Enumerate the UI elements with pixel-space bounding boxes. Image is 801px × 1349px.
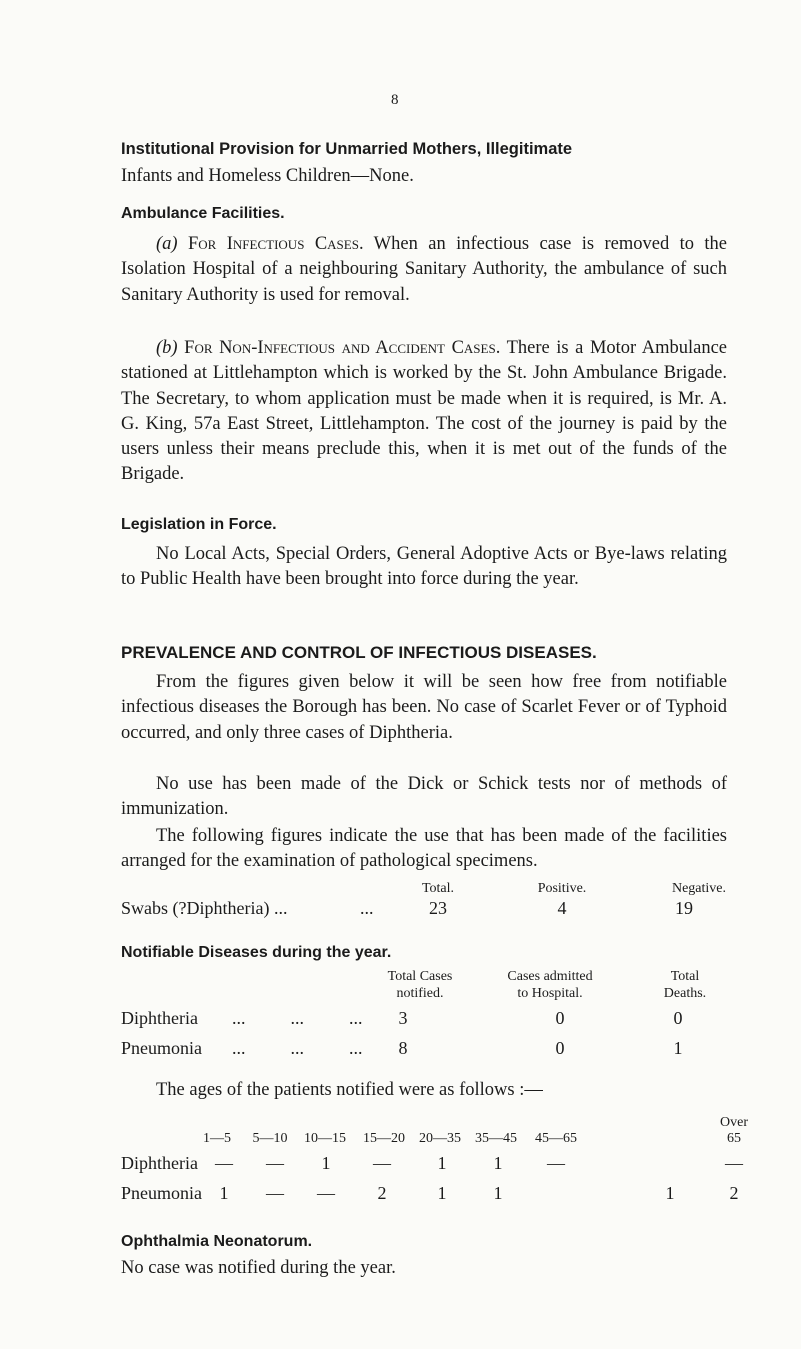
ages-value: 1 (493, 1183, 503, 1203)
notifiable-disease: Pneumonia (121, 1038, 202, 1058)
ages-value: — (373, 1153, 391, 1173)
ages-value: — (317, 1183, 335, 1203)
notifiable-dots: ... ... ... (232, 1038, 363, 1058)
notifiable-heading: Notifiable Diseases during the year. (121, 944, 392, 961)
ages-value: 1 (493, 1153, 503, 1173)
age-group-header: 10—15 (304, 1131, 346, 1146)
ages-value: 2 (729, 1183, 739, 1203)
swabs-dots: ... (360, 898, 374, 918)
ages-value: — (725, 1153, 743, 1173)
ages-value: 2 (377, 1183, 387, 1203)
ambulance-b-paragraph (121, 336, 727, 488)
ambulance-b-title: For Non-Infectious and Accident Cases. (184, 338, 501, 358)
notifiable-dots: ... ... ... (232, 1008, 363, 1028)
ambulance-a-title: For Infectious Cases. (188, 234, 364, 254)
notifiable-header-deaths-line1: Total (670, 969, 700, 984)
ambulance-b-text: There is a Motor Ambulance stationed at Littlehampton which is worked by the St. John Ambulance Brigade. The Secretary, to whom application must be made when it is required, is Mr. A. G. King, 57a East Street, Littlehampton. The cost of the journey is paid by the users unless their means preclude this, when it is met out of the funds of the Brigade. (121, 338, 728, 485)
ages-value: 1 (437, 1153, 447, 1173)
age-group-header: 20—35 (419, 1131, 461, 1146)
notifiable-header-admitted (480, 968, 620, 1002)
prevalence-p3: The following figures indicate the use that has been made of the facilities arranged for the examination of pathological specimens. (121, 826, 727, 872)
age-group-header: 1—5 (203, 1131, 231, 1146)
ophthalmia-text: No case was notified during the year. (121, 1258, 396, 1278)
notifiable-notified: 3 (398, 1008, 408, 1028)
legislation-heading: Legislation in Force. (121, 516, 277, 533)
notifiable-deaths: 1 (673, 1038, 683, 1058)
notifiable-deaths: 0 (673, 1008, 683, 1028)
notifiable-header-notified (360, 968, 480, 1002)
institutional-text: Infants and Homeless Children—None. (121, 166, 414, 186)
ages-value: — (215, 1153, 233, 1173)
notifiable-notified: 8 (398, 1038, 408, 1058)
swabs-header-total: Total. (421, 881, 455, 896)
notifiable-admitted: 0 (555, 1038, 565, 1058)
ambulance-a-paragraph (121, 232, 727, 308)
legislation-text: No Local Acts, Special Orders, General Adoptive Acts or Bye-laws relating to Public Health have been brought into force during the year. (121, 544, 727, 590)
ages-intro: The ages of the patients notified were as follows :— (156, 1080, 543, 1100)
ages-value: 1 (437, 1183, 447, 1203)
ages-value: 1 (665, 1183, 675, 1203)
ages-over-label: Over (720, 1115, 748, 1130)
swabs-header-positive: Positive. (537, 881, 587, 896)
prevalence-p1: From the figures given below it will be seen how free from notifiable infectious diseases the Borough has been. No case of Scarlet Fever or of Typhoid occurred, and only three cases of Diphtheria. (121, 672, 727, 743)
ages-value: 1 (321, 1153, 331, 1173)
notifiable-header-notified-line1: Total Cases (387, 969, 453, 984)
ages-disease: Pneumonia (121, 1183, 202, 1203)
institutional-heading: Institutional Provision for Unmarried Mothers, Illegitimate (121, 140, 573, 158)
prevalence-heading: PREVALENCE AND CONTROL OF INFECTIOUS DISEASES. (121, 643, 597, 662)
ophthalmia-heading: Ophthalmia Neonatorum. (121, 1233, 313, 1250)
ages-disease: Diphtheria (121, 1153, 198, 1173)
ambulance-a-label: (a) (156, 234, 178, 254)
ambulance-a-text: When an infectious case is removed to the Isolation Hospital of a neighbouring Sanitary Authority, the ambulance of such Sanitary Authority is used for removal. (121, 234, 727, 305)
swabs-header-negative: Negative. (671, 881, 726, 896)
notifiable-admitted: 0 (555, 1008, 565, 1028)
ages-value: — (266, 1183, 284, 1203)
ages-value: — (266, 1153, 284, 1173)
ages-value: — (547, 1153, 565, 1173)
ambulance-b-label: (b) (156, 338, 178, 358)
swabs-positive: 4 (557, 898, 567, 918)
prevalence-p2: No use has been made of the Dick or Schick tests nor of methods of immunization. (121, 774, 727, 820)
ages-value: 1 (219, 1183, 229, 1203)
swabs-negative: 19 (675, 898, 693, 918)
notifiable-header-admitted-line2: to Hospital. (517, 986, 583, 1001)
notifiable-header-notified-line2: notified. (396, 986, 444, 1001)
age-group-header: 5—10 (252, 1131, 288, 1146)
page-number: 8 (391, 92, 399, 108)
age-group-header: 45—65 (535, 1131, 577, 1146)
swabs-label: Swabs (?Diphtheria) ... (121, 898, 288, 918)
ambulance-heading: Ambulance Facilities. (121, 205, 285, 222)
age-group-header: 35—45 (475, 1131, 517, 1146)
notifiable-header-deaths (640, 968, 730, 1002)
notifiable-disease: Diphtheria (121, 1008, 198, 1028)
notifiable-header-admitted-line1: Cases admitted (507, 969, 593, 984)
notifiable-header-deaths-line2: Deaths. (663, 986, 707, 1001)
swabs-total: 23 (429, 898, 447, 918)
age-group-header: 65 (727, 1131, 741, 1146)
age-group-header: 15—20 (363, 1131, 405, 1146)
